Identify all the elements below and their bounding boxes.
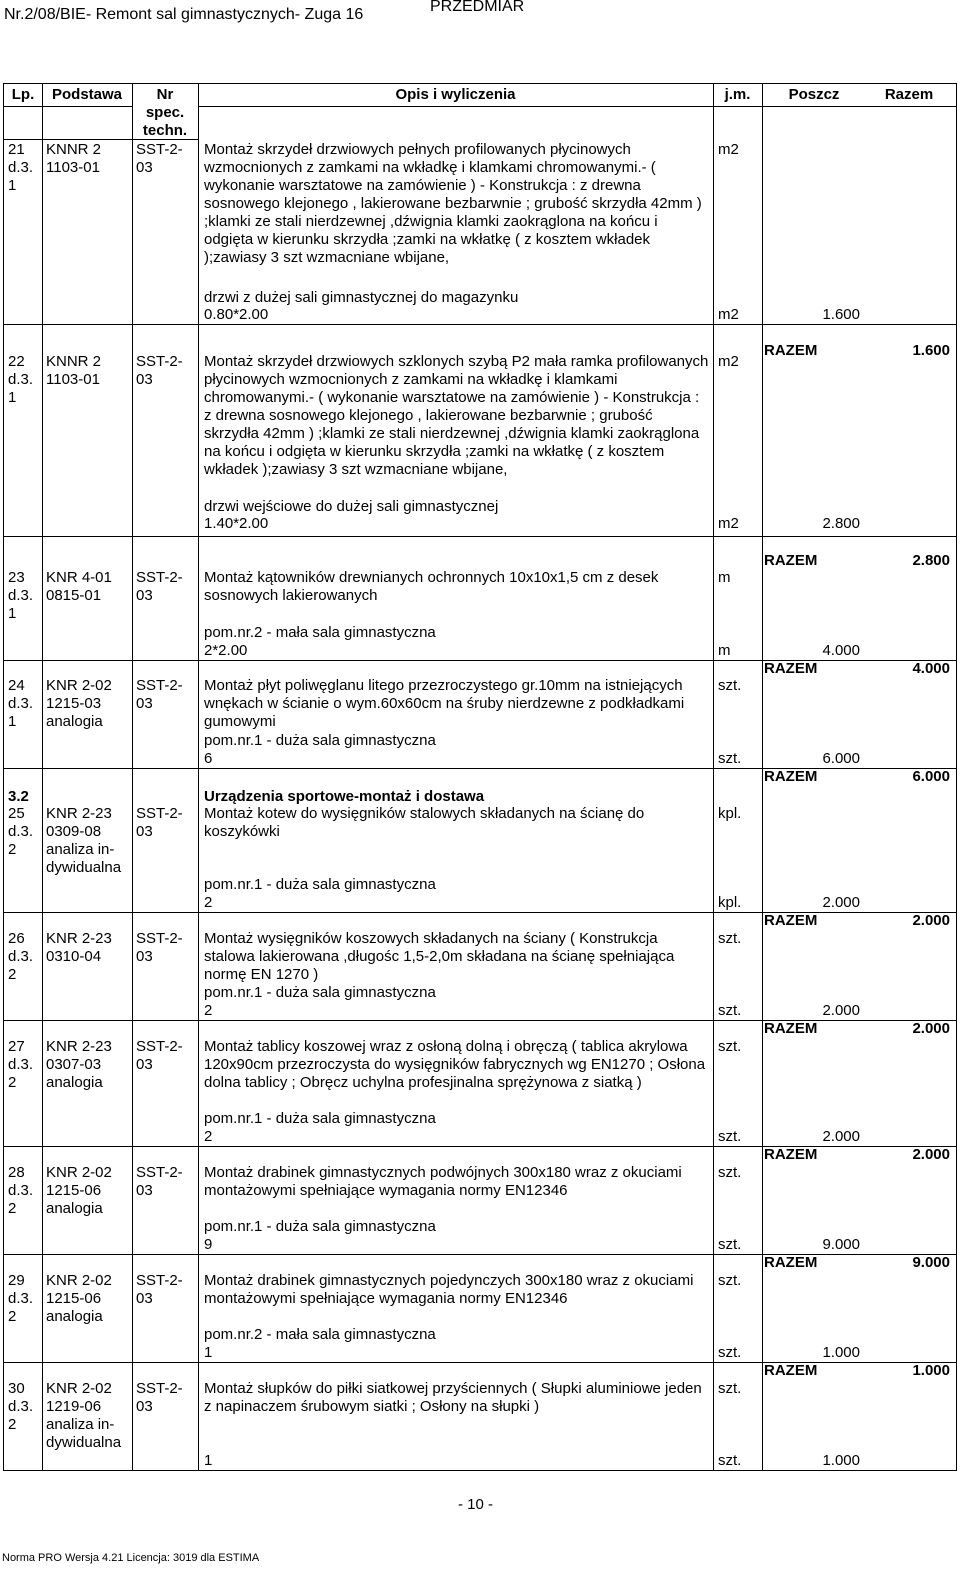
item-unit: m — [718, 569, 731, 586]
item-description: Montaż kotew do wysięgników stalowych składanych na ścianę do koszykówki — [204, 805, 645, 840]
col-nr: Nr spec. techn. — [142, 86, 188, 139]
item-unit: m2 — [718, 141, 739, 158]
item-podstawa: KNR 4-01 0815-01 — [46, 569, 112, 604]
item-location: pom.nr.1 - duża sala gimnastyczna — [204, 1218, 436, 1235]
col-podstawa: Podstawa — [51, 86, 123, 103]
item-calc-unit: szt. — [718, 750, 742, 767]
page-number: - 10 - — [458, 1496, 494, 1513]
item-calc-unit: m2 — [718, 306, 739, 323]
item-spec: SST-2- 03 — [136, 353, 183, 388]
item-unit: m2 — [718, 353, 739, 370]
item-unit: szt. — [718, 1038, 742, 1055]
item-quantity: 1.000 — [822, 1452, 860, 1469]
item-unit: kpl. — [718, 805, 742, 822]
razem-value: 1.000 — [912, 1362, 950, 1379]
item-calculation: 1 — [204, 1344, 213, 1361]
item-calc-unit: szt. — [718, 1002, 742, 1019]
item-description: Montaż wysięgników koszowych składanych na ściany ( Konstrukcja stalowa lakierowana ,długośc 1,5-2,0m składana na ścianę spełniająca normę EN 1270 ) — [204, 930, 675, 983]
item-quantity: 9.000 — [822, 1236, 860, 1253]
item-quantity: 4.000 — [822, 642, 860, 659]
item-lp: 21 d.3. 1 — [8, 141, 34, 194]
razem-label: RAZEM — [764, 1020, 818, 1037]
item-spec: SST-2- 03 — [136, 569, 183, 604]
item-calculation: 2 — [204, 1002, 213, 1019]
software-credit: Norma PRO Wersja 4.21 Licencja: 3019 dla ESTIMA — [2, 1552, 260, 1564]
item-calc-unit: kpl. — [718, 894, 742, 911]
item-podstawa: KNR 2-02 1215-03 analogia — [46, 677, 112, 730]
item-quantity: 2.800 — [822, 515, 860, 532]
item-spec: SST-2- 03 — [136, 1038, 183, 1073]
item-spec: SST-2- 03 — [136, 141, 183, 176]
section-title: Urządzenia sportowe-montaż i dostawa — [204, 788, 485, 805]
item-description: Montaż kątowników drewnianych ochronnych 10x10x1,5 cm z desek sosnowych lakierowanych — [204, 569, 659, 604]
item-location: pom.nr.1 - duża sala gimnastyczna — [204, 1110, 436, 1127]
item-quantity: 2.000 — [822, 894, 860, 911]
item-podstawa: KNR 2-02 1215-06 analogia — [46, 1164, 112, 1217]
item-spec: SST-2- 03 — [136, 677, 183, 712]
item-calculation: 1.40*2.00 — [204, 515, 269, 532]
item-podstawa: KNR 2-23 0309-08 analiza in- dywidualna — [46, 805, 122, 876]
item-description: Montaż płyt poliwęglanu litego przezroczystego gr.10mm na istniejących wnękach w ścianie o wym.60x60cm na śruby nierdzewne z podkładkami gumowymi — [204, 677, 685, 730]
item-spec: SST-2- 03 — [136, 930, 183, 965]
col-jm: j.m. — [724, 86, 751, 103]
item-unit: szt. — [718, 1164, 742, 1181]
item-lp: 23 d.3. 1 — [8, 569, 34, 622]
item-spec: SST-2- 03 — [136, 805, 183, 840]
razem-value: 2.000 — [912, 912, 950, 929]
item-calc-unit: m — [718, 642, 731, 659]
estimate-table — [3, 83, 957, 1471]
item-location: pom.nr.1 - duża sala gimnastyczna — [204, 876, 436, 893]
item-location: pom.nr.1 - duża sala gimnastyczna — [204, 732, 436, 749]
item-lp: 28 d.3. 2 — [8, 1164, 34, 1217]
item-calculation: 9 — [204, 1236, 213, 1253]
item-lp: 24 d.3. 1 — [8, 677, 34, 730]
item-location: drzwi z dużej sali gimnastycznej do magazynku — [204, 289, 519, 306]
razem-value: 1.600 — [912, 342, 950, 359]
razem-label: RAZEM — [764, 768, 818, 785]
section-number: 3.2 — [8, 788, 29, 805]
item-calculation: 1 — [204, 1452, 213, 1469]
item-lp: 27 d.3. 2 — [8, 1038, 34, 1091]
razem-value: 2.000 — [912, 1146, 950, 1163]
item-calculation: 6 — [204, 750, 213, 767]
item-lp: 29 d.3. 2 — [8, 1272, 34, 1325]
razem-label: RAZEM — [764, 1362, 818, 1379]
item-spec: SST-2- 03 — [136, 1380, 183, 1415]
col-poszcz: Poszcz — [788, 86, 840, 103]
item-podstawa: KNR 2-02 1219-06 analiza in- dywidualna — [46, 1380, 122, 1451]
razem-label: RAZEM — [764, 1254, 818, 1271]
razem-label: RAZEM — [764, 342, 818, 359]
item-calc-unit: szt. — [718, 1236, 742, 1253]
item-quantity: 6.000 — [822, 750, 860, 767]
item-location: pom.nr.2 - mała sala gimnastyczna — [204, 624, 436, 641]
item-quantity: 1.600 — [822, 306, 860, 323]
razem-value: 6.000 — [912, 768, 950, 785]
razem-label: RAZEM — [764, 660, 818, 677]
item-quantity: 2.000 — [822, 1128, 860, 1145]
item-calculation: 2*2.00 — [204, 642, 248, 659]
item-calculation: 2 — [204, 894, 213, 911]
razem-value: 9.000 — [912, 1254, 950, 1271]
razem-label: RAZEM — [764, 912, 818, 929]
item-calc-unit: m2 — [718, 515, 739, 532]
item-calculation: 0.80*2.00 — [204, 306, 269, 323]
razem-label: RAZEM — [764, 1146, 818, 1163]
item-podstawa: KNR 2-23 0310-04 — [46, 930, 112, 965]
item-calc-unit: szt. — [718, 1452, 742, 1469]
item-podstawa: KNNR 2 1103-01 — [46, 353, 102, 388]
col-opis: Opis i wyliczenia — [395, 86, 516, 103]
razem-label: RAZEM — [764, 552, 818, 569]
item-quantity: 2.000 — [822, 1002, 860, 1019]
item-spec: SST-2- 03 — [136, 1164, 183, 1199]
razem-value: 2.800 — [912, 552, 950, 569]
item-lp: 25 d.3. 2 — [8, 805, 34, 858]
item-lp: 26 d.3. 2 — [8, 930, 34, 983]
item-podstawa: KNNR 2 1103-01 — [46, 141, 102, 176]
item-location: drzwi wejściowe do dużej sali gimnastycznej — [204, 498, 499, 515]
item-description: Montaż skrzydeł drzwiowych pełnych profilowanych płycinowych wzmocnionych z zamkami na wkładkę i klamkami chromowanymi.- ( wykonanie warsztatowe na zamówienie ) - Konstrukcja : z drewna sosnowego klejonego , lakierowane bezbarwnie ; grubość skrzydła 42mm ) ;klamki ze stali nierdzewnej ,dźwignia klamki zaokrąglona na końcu i odgięta w kierunku skrzydła ;zamki na wkłatkę ( z kosztem wkładek );zawiasy 3 szt wzmacniane wbijane, — [204, 141, 702, 266]
item-calc-unit: szt. — [718, 1128, 742, 1145]
document-title: Nr.2/08/BIE- Remont sal gimnastycznych- Zuga 16 — [4, 6, 364, 23]
item-calc-unit: szt. — [718, 1344, 742, 1361]
col-razem: Razem — [884, 86, 934, 103]
item-calculation: 2 — [204, 1128, 213, 1145]
item-location: pom.nr.2 - mała sala gimnastyczna — [204, 1326, 436, 1343]
col-lp: Lp. — [11, 86, 35, 103]
item-description: Montaż drabinek gimnastycznych podwójnych 300x180 wraz z okuciami montażowymi spełniające wymagania normy EN12346 — [204, 1164, 682, 1199]
document-type: PRZEDMIAR — [430, 0, 525, 15]
item-quantity: 1.000 — [822, 1344, 860, 1361]
item-lp: 30 d.3. 2 — [8, 1380, 34, 1433]
item-spec: SST-2- 03 — [136, 1272, 183, 1307]
item-unit: szt. — [718, 1272, 742, 1289]
item-description: Montaż skrzydeł drzwiowych szklonych szybą P2 mała ramka profilowanych płycinowych wzmocnionych z zamkami na wkładkę i klamkami chromowanymi.- ( wykonanie warsztatowe na zamówienie ) - Konstrukcja : z drewna sosnowego klejonego , lakierowane bezbarwnie ; grubość skrzydła 42mm ) ;klamki ze stali nierdzewnej ,dźwignia klamki zaokrąglona na końcu i odgięta w kierunku skrzydła ;zamki na wkłatkę ( z kosztem wkładek );zawiasy 3 szt wzmacniane wbijane, — [204, 353, 709, 478]
item-podstawa: KNR 2-23 0307-03 analogia — [46, 1038, 112, 1091]
item-description: Montaż tablicy koszowej wraz z osłoną dolną i obręczą ( tablica akrylowa 120x90cm przezroczysta do wysięgników fabrycznych wg EN1270 ; Osłona dolna tablicy ; Obręcz uchylna profesjinalna sprężynowa z siatką ) — [204, 1038, 706, 1091]
item-unit: szt. — [718, 930, 742, 947]
item-podstawa: KNR 2-02 1215-06 analogia — [46, 1272, 112, 1325]
item-unit: szt. — [718, 1380, 742, 1397]
razem-value: 4.000 — [912, 660, 950, 677]
razem-value: 2.000 — [912, 1020, 950, 1037]
item-location: pom.nr.1 - duża sala gimnastyczna — [204, 984, 436, 1001]
item-description: Montaż słupków do piłki siatkowej przyściennych ( Słupki aluminiowe jeden z napinaczem śrubowym siatki ; Osłony na słupki ) — [204, 1380, 702, 1415]
item-lp: 22 d.3. 1 — [8, 353, 34, 406]
item-description: Montaż drabinek gimnastycznych pojedynczych 300x180 wraz z okuciami montażowymi spełniające wymagania normy EN12346 — [204, 1272, 694, 1307]
item-unit: szt. — [718, 677, 742, 694]
